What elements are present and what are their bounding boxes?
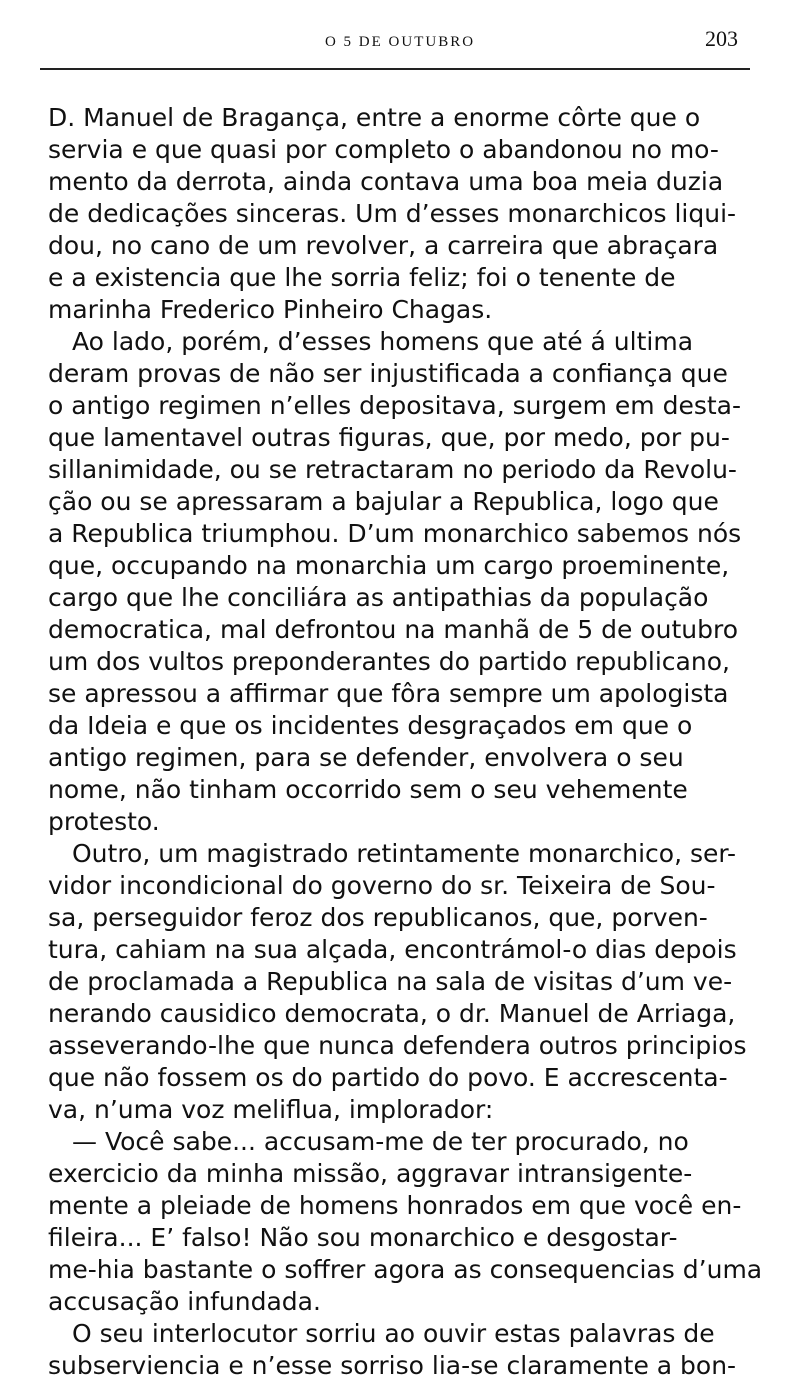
text-line: exercicio da minha missão, aggravar intransigente-	[48, 1159, 693, 1188]
text-line: dou, no cano de um revolver, a carreira que abraçara	[48, 231, 719, 260]
text-line: que, occupando na monarchia um cargo proeminente,	[48, 551, 730, 580]
text-line: e a existencia que lhe sorria feliz; foi o tenente de	[48, 263, 676, 292]
page-number: 203	[705, 26, 738, 51]
text-line: D. Manuel de Bragança, entre a enorme côrte que o	[48, 103, 701, 132]
text-line: nerando causidico democrata, o dr. Manuel de Arriaga,	[48, 999, 736, 1028]
text-line: sa, perseguidor feroz dos republicanos, que, porven-	[48, 903, 708, 932]
text-line: sillanimidade, ou se retractaram no periodo da Revolu-	[48, 455, 737, 484]
text-line: asseverando-lhe que nunca defendera outros principios	[48, 1031, 747, 1060]
text-line: deram provas de não ser injustificada a confiança que	[48, 359, 728, 388]
text-line: da Ideia e que os incidentes desgraçados em que o	[48, 711, 693, 740]
text-line: antigo regimen, para se defender, envolvera o seu	[48, 743, 684, 772]
text-line: mento da derrota, ainda contava uma boa meia duzia	[48, 167, 724, 196]
text-line: accusação infundada.	[48, 1287, 321, 1316]
text-line: Ao lado, porém, d’esses homens que até á ultima	[72, 327, 694, 356]
text-line: tura, cahiam na sua alçada, encontrámol-o dias depois	[48, 935, 737, 964]
text-line: nome, não tinham occorrido sem o seu vehemente	[48, 775, 688, 804]
header-rule	[40, 68, 750, 70]
body-text	[48, 102, 768, 1382]
text-line: democratica, mal defrontou na manhã de 5 de outubro	[48, 615, 738, 644]
text-line: Outro, um magistrado retintamente monarchico, ser-	[72, 839, 737, 868]
text-line: de proclamada a Republica na sala de visitas d’um ve-	[48, 967, 733, 996]
text-line: um dos vultos preponderantes do partido republicano,	[48, 647, 730, 676]
text-line: O seu interlocutor sorriu ao ouvir estas palavras de	[72, 1319, 715, 1348]
text-line: mente a pleiade de homens honrados em que você en-	[48, 1191, 742, 1220]
text-line: protesto.	[48, 807, 160, 836]
text-line: fileira... E’ falso! Não sou monarchico e desgostar-	[48, 1223, 678, 1252]
text-line: cargo que lhe conciliára as antipathias da população	[48, 583, 709, 612]
text-line: servia e que quasi por completo o abandonou no mo-	[48, 135, 719, 164]
running-title: O 5 DE OUTUBRO	[324, 34, 476, 50]
text-line: o antigo regimen n’elles depositava, surgem em desta-	[48, 391, 742, 420]
text-line: de dedicações sinceras. Um d’esses monarchicos liqui-	[48, 199, 737, 228]
text-line: me-hia bastante o soffrer agora as consequencias d’uma	[48, 1255, 763, 1284]
text-line: se apressou a affirmar que fôra sempre um apologista	[48, 679, 729, 708]
text-line: vidor incondicional do governo do sr. Teixeira de Sou-	[48, 871, 716, 900]
text-line: subserviencia e n’esse sorriso lia-se claramente a bon-	[48, 1351, 737, 1380]
text-line: que lamentavel outras figuras, que, por medo, por pu-	[48, 423, 730, 452]
text-line: que não fossem os do partido do povo. E accrescenta-	[48, 1063, 728, 1092]
text-line: ção ou se apressaram a bajular a Republica, logo que	[48, 487, 719, 516]
text-line: — Você sabe... accusam-me de ter procurado, no	[72, 1127, 689, 1156]
text-line: a Republica triumphou. D’um monarchico sabemos nós	[48, 519, 742, 548]
text-line: va, n’uma voz meliflua, implorador:	[48, 1095, 494, 1124]
text-line: marinha Frederico Pinheiro Chagas.	[48, 295, 493, 324]
